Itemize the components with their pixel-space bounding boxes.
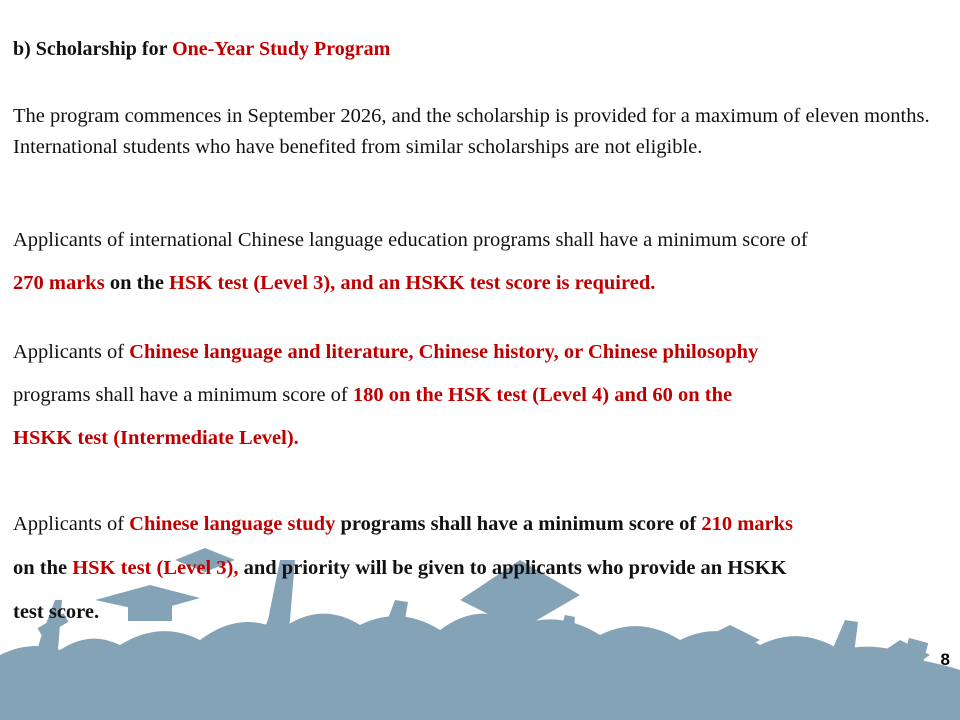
study-priority: and priority will be given to applicants who provide an HSKK [238, 557, 787, 579]
study-intro: Applicants of [13, 513, 130, 535]
study-line-2 [13, 557, 787, 580]
study-score: 210 marks [701, 513, 793, 535]
literature-scores: 180 on the HSK test (Level 4) and 60 on the [352, 384, 733, 406]
program-description-paragraph: The program commences in September 2026, and the scholarship is provided for a maximum of eleven months. International students who have benefited from similar scholarships are not eligible. [13, 105, 930, 158]
literature-requirement-text: programs shall have a minimum score of [13, 384, 353, 406]
section-heading [13, 38, 390, 61]
literature-line-3: HSKK test (Intermediate Level). [13, 427, 299, 449]
education-programs-requirement [13, 226, 808, 294]
study-test: HSK test (Level 3), [72, 557, 239, 579]
education-test: HSK test (Level 3), and an HSKK test score is required. [169, 272, 656, 294]
study-line-3: test score. [13, 601, 100, 623]
study-line-1 [13, 513, 793, 536]
literature-intro: Applicants of [13, 341, 130, 363]
heading-highlight: One-Year Study Program [172, 38, 391, 60]
page-number: 8 [940, 650, 950, 669]
education-line-2 [13, 269, 655, 298]
study-requirement-text: programs shall have a minimum score of [335, 513, 702, 535]
education-connector: on the [104, 272, 170, 294]
literature-line-1 [13, 341, 758, 364]
literature-line-2 [13, 384, 732, 407]
education-line-1: Applicants of international Chinese language education programs shall have a minimum score of [13, 229, 808, 251]
literature-fields: Chinese language and literature, Chinese history, or Chinese philosophy [129, 341, 759, 363]
study-connector: on the [13, 557, 73, 579]
heading-prefix: b) Scholarship for [13, 38, 173, 60]
study-field: Chinese language study [129, 513, 336, 535]
education-score: 270 marks [13, 272, 105, 294]
